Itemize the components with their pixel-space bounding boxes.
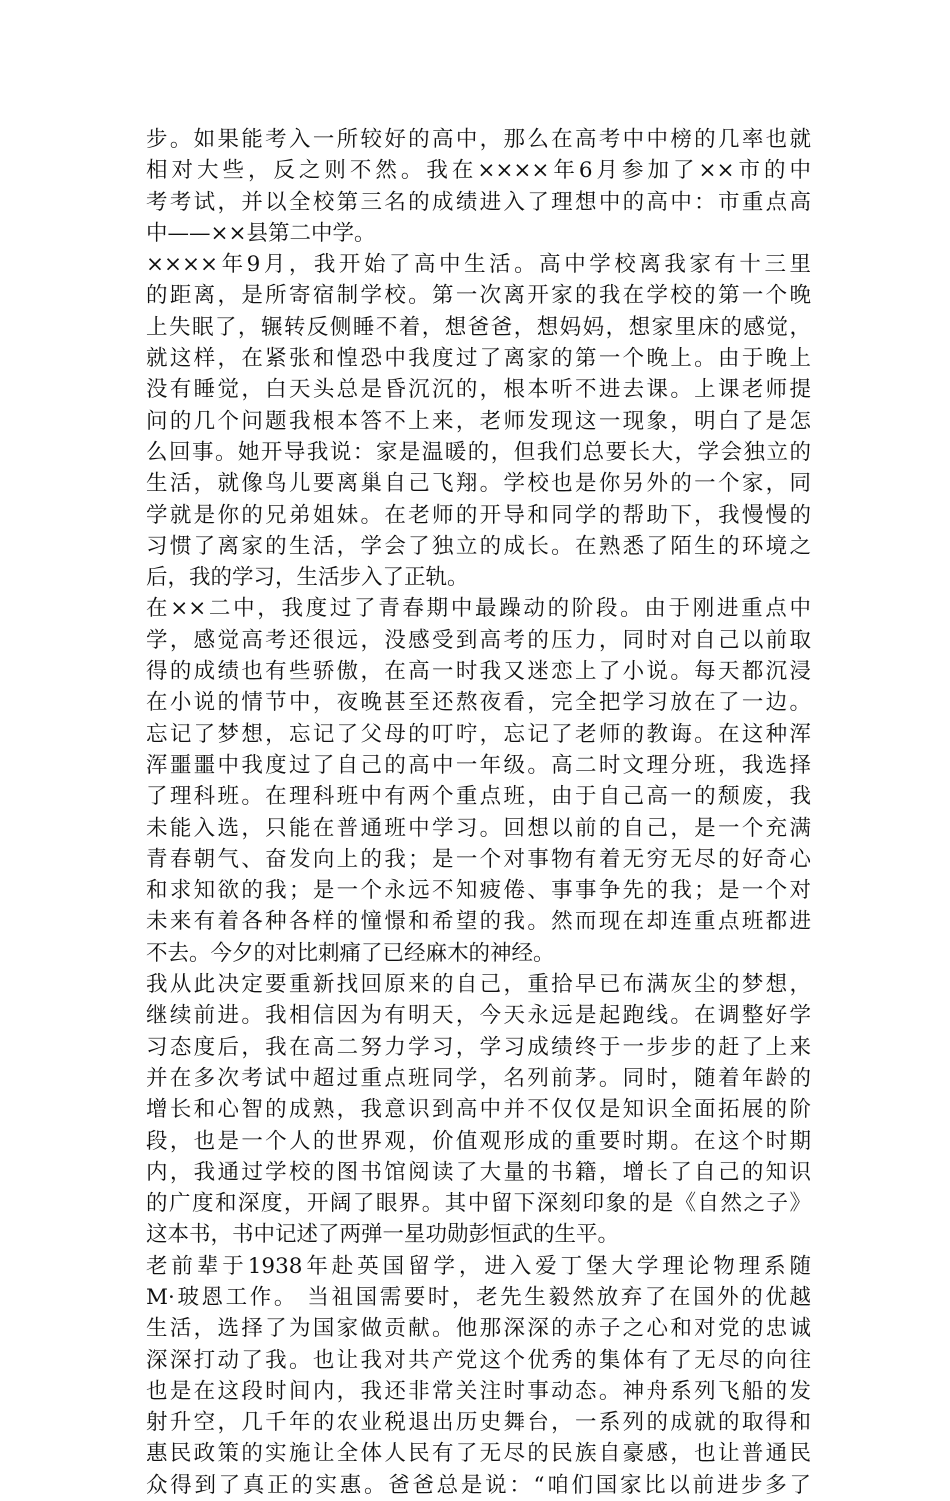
text-line: 和求知欲的我；是一个永远不知疲倦、事事争先的我；是一个对 [146, 878, 811, 904]
text-line: 众得到了真正的实惠。爸爸总是说：“咱们国家比以前进步多了 [146, 1472, 811, 1498]
text-line: 就这样，在紧张和惶恐中我度过了离家的第一个晚上。由于晚上 [146, 346, 811, 372]
text-line: 么回事。她开导我说：家是温暖的，但我们总要长大，学会独立的 [146, 439, 811, 465]
text-line: 忘记了梦想，忘记了父母的叮咛，忘记了老师的教诲。在这种浑 [146, 721, 811, 747]
text-line: 学就是你的兄弟姐妹。在老师的开导和同学的帮助下，我慢慢的 [146, 502, 811, 528]
text-line: 习态度后，我在高二努力学习，学习成绩终于一步步的赶了上来 [146, 1034, 811, 1060]
text-line: 了理科班。在理科班中有两个重点班，由于自己高一的颓废，我 [146, 784, 811, 810]
text-line: ××××年9月，我开始了高中生活。高中学校离我家有十三里 [146, 252, 811, 278]
text-line: 并在多次考试中超过重点班同学，名列前茅。同时，随着年龄的 [146, 1065, 811, 1091]
text-line: 习惯了离家的生活，学会了独立的成长。在熟悉了陌生的环境之 [146, 533, 811, 559]
text-line: 深深打动了我。也让我对共产党这个优秀的集体有了无尽的向往 [146, 1347, 811, 1373]
text-line: 惠民政策的实施让全体人民有了无尽的民族自豪感，也让普通民 [146, 1441, 811, 1467]
text-line: 在××二中，我度过了青春期中最躁动的阶段。由于刚进重点中 [146, 596, 811, 622]
text-line: 中——××县第二中学。 [146, 220, 376, 246]
text-line: 我从此决定要重新找回原来的自己，重拾早已布满灰尘的梦想， [146, 972, 811, 998]
text-line: 问的几个问题我根本答不上来，老师发现这一现象，明白了是怎 [146, 408, 811, 434]
text-line: 射升空，几千年的农业税退出历史舞台，一系列的成就的取得和 [146, 1410, 811, 1436]
text-line: 没有睡觉，白天头总是昏沉沉的，根本听不进去课。上课老师提 [146, 377, 811, 403]
paragraph [146, 593, 811, 969]
text-line: 增长和心智的成熟，我意识到高中并不仅仅是知识全面拓展的阶 [146, 1097, 811, 1123]
text-line: 未能入选，只能在普通班中学习。回想以前的自己，是一个充满 [146, 815, 811, 841]
text-line: 这本书，书中记述了两弹一星功勋彭恒武的生平。 [146, 1222, 620, 1248]
text-line: 未来有着各种各样的憧憬和希望的我。然而现在却连重点班都进 [146, 909, 811, 935]
text-line: 不去。今夕的对比刺痛了已经麻木的神经。 [146, 940, 555, 966]
text-line: 段，也是一个人的世界观，价值观形成的重要时期。在这个时期 [146, 1128, 811, 1154]
paragraph [146, 969, 811, 1251]
text-line: 的广度和深度，开阔了眼界。其中留下深刻印象的是《自然之子》 [146, 1191, 811, 1217]
text-line: 在小说的情节中，夜晚甚至还熬夜看，完全把学习放在了一边。 [146, 690, 811, 716]
text-line: 得的成绩也有些骄傲，在高一时我又迷恋上了小说。每天都沉浸 [146, 659, 811, 685]
text-line: 老前辈于1938年赴英国留学，进入爱丁堡大学理论物理系随 [146, 1253, 811, 1279]
text-line: M·玻恩工作。 当祖国需要时，老先生毅然放弃了在国外的优越 [146, 1284, 811, 1310]
paragraph [146, 249, 811, 593]
text-line: 内，我通过学校的图书馆阅读了大量的书籍，增长了自己的知识 [146, 1159, 811, 1185]
text-line: 也是在这段时间内，我还非常关注时事动态。神舟系列飞船的发 [146, 1378, 811, 1404]
text-line: 生活，就像鸟儿要离巢自己飞翔。学校也是你另外的一个家，同 [146, 471, 811, 497]
text-line: 相对大些，反之则不然。我在××××年6月参加了××市的中 [146, 158, 811, 184]
paragraph [146, 1251, 811, 1501]
text-line: 青春朝气、奋发向上的我；是一个对事物有着无穷无尽的好奇心 [146, 846, 811, 872]
text-line: 生活，选择了为国家做贡献。他那深深的赤子之心和对党的忠诚 [146, 1316, 811, 1342]
text-line: 步。如果能考入一所较好的高中，那么在高考中中榜的几率也就 [146, 127, 811, 152]
text-line: 浑噩噩中我度过了自己的高中一年级。高二时文理分班，我选择 [146, 752, 811, 778]
text-line: 学，感觉高考还很远，没感受到高考的压力，同时对自己以前取 [146, 627, 811, 653]
document-page [146, 124, 811, 1501]
text-line: 的距离，是所寄宿制学校。第一次离开家的我在学校的第一个晚 [146, 283, 811, 309]
text-line: 继续前进。我相信因为有明天，今天永远是起跑线。在调整好学 [146, 1003, 811, 1029]
text-line: 考考试，并以全校第三名的成绩进入了理想中的高中：市重点高 [146, 189, 811, 215]
paragraph [146, 124, 811, 249]
text-line: 后，我的学习，生活步入了正轨。 [146, 565, 469, 591]
text-line: 上失眠了，辗转反侧睡不着，想爸爸，想妈妈，想家里床的感觉， [146, 314, 811, 340]
